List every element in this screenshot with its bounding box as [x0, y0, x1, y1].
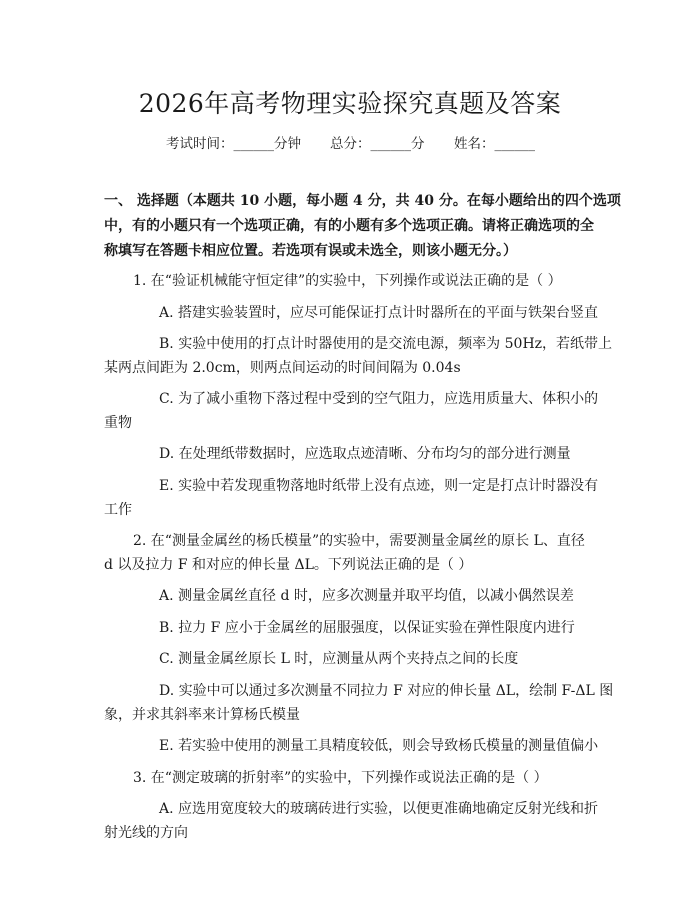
question-2-option-d-cont: 象，并求其斜率来计算杨氏模量 — [104, 707, 300, 723]
exam-title: 2026年高考物理实验探究真题及答案 — [138, 89, 562, 118]
exam-time-field: 考试时间：______分钟 — [166, 136, 301, 152]
question-2-option-b: B. 拉力 F 应小于金属丝的屈服强度，以保证实验在弹性限度内进行 — [159, 620, 575, 636]
question-1-option-b: B. 实验中使用的打点计时器使用的是交流电源，频率为 50Hz，若纸带上 — [159, 336, 613, 352]
question-3-option-a-cont: 射光线的方向 — [104, 825, 188, 841]
question-1-option-e: E. 实验中若发现重物落地时纸带上没有点迹，则一定是打点计时器没有 — [159, 478, 599, 494]
question-2-option-c: C. 测量金属丝原长 L 时，应测量从两个夹持点之间的长度 — [159, 651, 519, 667]
section-heading-line-2: 中，有的小题只有一个选项正确，有的小题有多个选项正确。请将正确选项的全 — [104, 218, 594, 234]
question-2-stem: 2. 在“测量金属丝的杨氏模量”的实验中，需要测量金属丝的原长 L、直径 — [133, 533, 585, 549]
section-heading-line-1: 一、 选择题（本题共 10 小题，每小题 4 分，共 40 分。在每小题给出的四个选项 — [104, 193, 621, 209]
question-1-option-b-cont: 某两点间距为 2.0cm，则两点间运动的时间间隔为 0.04s — [104, 360, 461, 376]
question-3-option-a: A. 应选用宽度较大的玻璃砖进行实验，以便更准确地确定反射光线和折 — [159, 801, 599, 817]
question-2-option-d: D. 实验中可以通过多次测量不同拉力 F 对应的伸长量 ΔL，绘制 F-ΔL 图 — [159, 683, 614, 699]
question-1-option-c-cont: 重物 — [104, 415, 132, 431]
question-1-option-d: D. 在处理纸带数据时，应选取点迹清晰、分布均匀的部分进行测量 — [159, 446, 571, 462]
question-1-stem: 1. 在“验证机械能守恒定律”的实验中，下列操作或说法正确的是（ ） — [133, 273, 562, 289]
section-heading-line-3: 称填写在答题卡相应位置。若选项有误或未选全，则该小题无分。） — [104, 243, 517, 259]
question-2-option-a: A. 测量金属丝直径 d 时，应多次测量并取平均值，以减小偶然误差 — [159, 588, 574, 604]
question-1-option-c: C. 为了减小重物下落过程中受到的空气阻力，应选用质量大、体积小的 — [159, 391, 599, 407]
total-score-field: 总分：______分 — [330, 136, 425, 152]
question-1-option-a: A. 搭建实验装置时，应尽可能保证打点计时器所在的平面与铁架台竖直 — [159, 305, 599, 321]
student-name-field: 姓名：______ — [454, 136, 535, 152]
question-3-stem: 3. 在“测定玻璃的折射率”的实验中，下列操作或说法正确的是（ ） — [133, 770, 548, 786]
question-2-stem-cont: d 以及拉力 F 和对应的伸长量 ΔL。下列说法正确的是（ ） — [104, 557, 473, 573]
question-2-option-e: E. 若实验中使用的测量工具精度较低，则会导致杨氏模量的测量值偏小 — [159, 738, 599, 754]
question-1-option-e-cont: 工作 — [104, 502, 132, 518]
